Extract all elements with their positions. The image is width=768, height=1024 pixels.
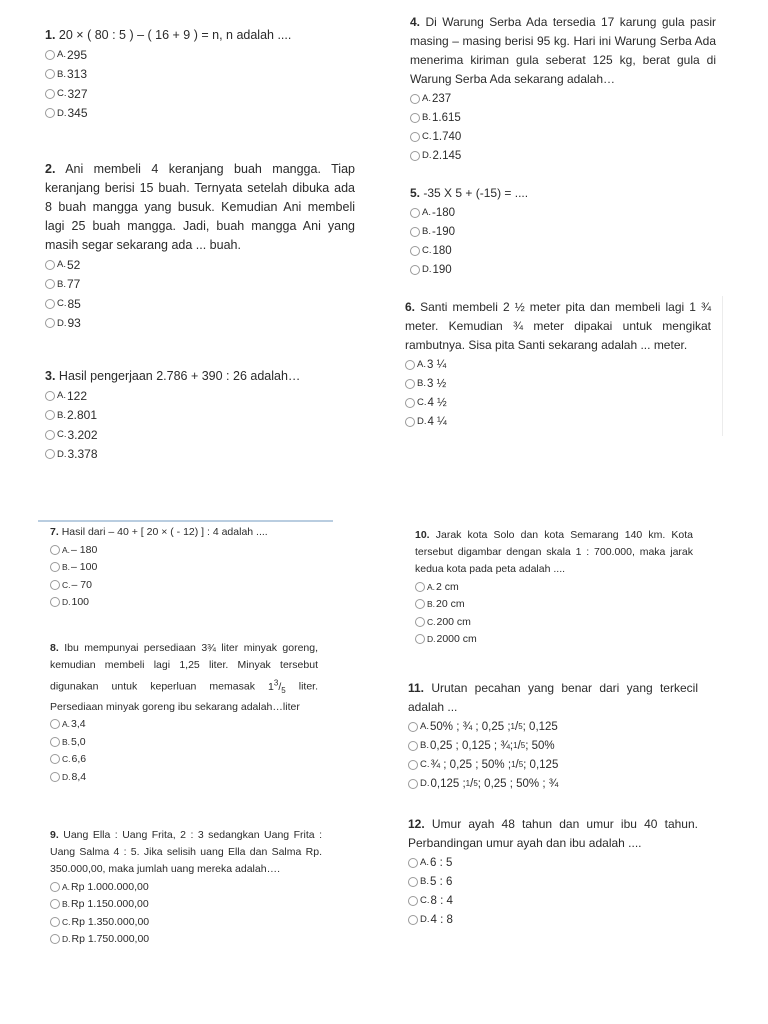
option-text: 3 ½: [426, 377, 447, 390]
option-text: 2 cm: [436, 580, 459, 593]
option-letter: B.: [422, 112, 431, 123]
option-text: 2.145: [432, 149, 462, 162]
question-1-options: [45, 45, 345, 123]
q8-option-d[interactable]: [50, 768, 318, 786]
option-letter: B.: [57, 68, 66, 80]
fraction-numerator: 1: [510, 722, 515, 731]
q10-option-b[interactable]: [415, 596, 693, 614]
fraction-slash: /: [470, 777, 474, 790]
option-letter: A.: [62, 544, 71, 555]
option-text: 1.740: [432, 130, 462, 143]
radio-button-icon[interactable]: [45, 69, 55, 79]
option-text: 4 ¼: [427, 415, 447, 428]
option-letter: D.: [62, 597, 71, 608]
option-text: -190: [431, 225, 456, 238]
radio-button-icon[interactable]: [410, 227, 420, 237]
q5-option-c[interactable]: [410, 241, 710, 260]
question-9-stem: 9. Uang Ella : Uang Frita, 2 : 3 sedangkan Uang Frita : Uang Salma 4 : 5. Jika selisih uang Ella dan Salma Rp. 350.000,00, maka jumlah uang mereka adalah….: [50, 829, 322, 875]
radio-button-icon[interactable]: [408, 915, 418, 925]
option-letter: D.: [422, 150, 432, 161]
radio-button-icon[interactable]: [50, 882, 60, 892]
option-text-tail: ; 50%: [525, 739, 555, 752]
q9-option-a[interactable]: [50, 878, 322, 896]
question-6-stem: 6. Santi membeli 2 ½ meter pita dan membeli lagi 1 ¾ meter. Kemudian ¾ meter dipakai untuk mengikat rambutnya. Sisa pita Santi sekarang adalah ... meter.: [405, 300, 711, 352]
radio-button-icon[interactable]: [410, 246, 420, 256]
q7-option-b[interactable]: [50, 559, 340, 577]
mixed-fraction: $1^3/_5$: [268, 678, 286, 695]
option-text-tail: ; 0,125: [523, 758, 559, 771]
radio-button-icon[interactable]: [50, 899, 60, 909]
q12-option-d[interactable]: [408, 910, 698, 929]
option-letter: D.: [420, 778, 430, 789]
option-text: 77: [66, 277, 81, 292]
option-letter: B.: [57, 409, 66, 421]
option-letter: B.: [420, 740, 429, 751]
q10-option-a[interactable]: [415, 578, 693, 596]
option-letter: D.: [417, 416, 427, 427]
radio-button-icon[interactable]: [45, 449, 55, 459]
option-letter: C.: [62, 579, 71, 590]
option-letter: B.: [427, 599, 436, 610]
question-2: [45, 160, 355, 333]
radio-button-icon[interactable]: [50, 737, 60, 747]
question-1: [45, 26, 345, 123]
option-text: 20 cm: [436, 598, 465, 611]
option-letter: C.: [57, 429, 67, 441]
option-letter: D.: [62, 934, 71, 945]
option-letter: A.: [422, 93, 431, 104]
question-4: [410, 13, 716, 165]
option-letter: B.: [417, 378, 426, 389]
radio-button-icon[interactable]: [415, 634, 425, 644]
option-letter: C.: [62, 754, 71, 765]
option-text: Rp 1.750.000,00: [71, 933, 150, 946]
question-6-options: [405, 355, 711, 431]
option-letter: C.: [417, 397, 427, 408]
option-text: 5 : 6: [429, 875, 453, 888]
question-11-options: [408, 717, 698, 793]
radio-button-icon[interactable]: [405, 398, 415, 408]
q3-option-a[interactable]: [45, 386, 355, 406]
fraction-numerator: 1: [513, 741, 518, 750]
radio-button-icon[interactable]: [50, 545, 60, 555]
option-text: 52: [66, 257, 81, 272]
q8-option-b[interactable]: [50, 733, 318, 751]
radio-button-icon[interactable]: [50, 754, 60, 764]
option-text: – 70: [71, 578, 92, 591]
option-text: 50% ; ¾ ; 0,25 ;: [429, 720, 511, 733]
question-10: [415, 527, 693, 648]
option-letter: D.: [57, 448, 67, 460]
q6-option-c[interactable]: [405, 393, 711, 412]
option-letter: B.: [62, 736, 71, 747]
radio-button-icon[interactable]: [45, 430, 55, 440]
question-12: [408, 815, 698, 929]
radio-button-icon[interactable]: [410, 208, 420, 218]
option-letter: B.: [422, 226, 431, 237]
radio-button-icon[interactable]: [50, 917, 60, 927]
q8-option-a[interactable]: [50, 716, 318, 734]
q11-option-a[interactable]: [408, 717, 698, 736]
question-9: [50, 827, 322, 948]
q2-option-c[interactable]: [45, 294, 355, 314]
option-letter: D.: [420, 914, 430, 925]
fraction-slash: /: [517, 739, 521, 752]
fraction-denominator: 5: [520, 741, 526, 750]
option-text-tail: ; 0,125: [522, 720, 558, 733]
radio-button-icon[interactable]: [405, 360, 415, 370]
fraction-denominator: 5: [518, 722, 523, 731]
radio-button-icon[interactable]: [50, 597, 60, 607]
question-2-stem: 2. Ani membeli 4 keranjang buah mangga. Tiap keranjang berisi 15 buah. Ternyata setelah dibuka ada 8 buah mangga yang busuk. Kemudian Ani membeli lagi 25 buah mangga. Jadi, buah mangga Ani yang masih segar sekarang ada ... buah.: [45, 162, 355, 252]
option-letter: B.: [62, 562, 71, 573]
option-text: 1.615: [431, 111, 461, 124]
question-6: [405, 298, 711, 431]
option-text: 6,6: [71, 753, 87, 766]
option-letter: A.: [62, 881, 71, 892]
radio-button-icon[interactable]: [415, 599, 425, 609]
option-text: 200 cm: [436, 615, 471, 628]
option-text: 3,4: [71, 718, 86, 731]
option-text: 4 ½: [427, 396, 447, 409]
option-letter: D.: [427, 634, 436, 645]
q7-option-c[interactable]: [50, 576, 340, 594]
option-text: 3.378: [67, 447, 98, 462]
fraction-numerator: 1: [511, 760, 516, 769]
option-letter: D.: [57, 107, 67, 119]
option-text: 8,4: [71, 770, 87, 783]
radio-button-icon[interactable]: [410, 113, 420, 123]
question-5-options: [410, 203, 710, 279]
option-letter: D.: [57, 317, 67, 329]
q7-option-d[interactable]: [50, 594, 340, 612]
radio-button-icon[interactable]: [408, 741, 418, 751]
q3-option-b[interactable]: [45, 406, 355, 426]
q12-option-b[interactable]: [408, 872, 698, 891]
q12-option-c[interactable]: [408, 891, 698, 910]
option-text: Rp 1.000.000,00: [71, 880, 149, 893]
q3-option-c[interactable]: [45, 425, 355, 445]
option-text: 190: [432, 263, 452, 276]
radio-button-icon[interactable]: [50, 719, 60, 729]
option-text: 93: [67, 316, 81, 331]
option-letter: A.: [427, 581, 436, 592]
radio-button-icon[interactable]: [405, 417, 415, 427]
option-letter: C.: [420, 895, 430, 906]
question-8-options: [50, 716, 318, 786]
question-7: [50, 524, 340, 611]
option-letter: A.: [420, 857, 429, 868]
q9-option-b[interactable]: [50, 896, 322, 914]
radio-button-icon[interactable]: [45, 260, 55, 270]
fraction-slash: /: [515, 758, 519, 771]
question-11-stem: 11. Urutan pecahan yang benar dari yang terkecil adalah ...: [408, 681, 698, 714]
q1-option-b[interactable]: [45, 65, 345, 85]
question-1-stem: 1. 20 × ( 80 : 5 ) – ( 16 + 9 ) = n, n adalah ....: [45, 28, 292, 42]
q10-option-c[interactable]: [415, 613, 693, 631]
option-text: – 180: [71, 543, 98, 556]
option-text: 6 : 5: [429, 856, 453, 869]
question-7-stem: 7. Hasil dari – 40 + [ 20 × ( - 12) ] : 4 adalah ....: [50, 526, 268, 538]
q5-option-a[interactable]: [410, 203, 710, 222]
q4-option-d[interactable]: [410, 146, 716, 165]
option-letter: A.: [57, 49, 66, 61]
option-letter: A.: [420, 721, 429, 732]
radio-button-icon[interactable]: [405, 379, 415, 389]
radio-button-icon[interactable]: [408, 722, 418, 732]
radio-button-icon[interactable]: [45, 89, 55, 99]
q12-option-a[interactable]: [408, 853, 698, 872]
radio-button-icon[interactable]: [50, 934, 60, 944]
question-2-options: [45, 255, 355, 333]
radio-button-icon[interactable]: [50, 562, 60, 572]
radio-button-icon[interactable]: [408, 896, 418, 906]
option-text: 3.202: [67, 427, 98, 442]
option-text: 2000 cm: [436, 633, 477, 646]
option-letter: D.: [422, 264, 432, 275]
option-text: 0,125 ;: [430, 777, 466, 790]
radio-button-icon[interactable]: [410, 94, 420, 104]
radio-button-icon[interactable]: [45, 391, 55, 401]
q5-option-d[interactable]: [410, 260, 710, 279]
q10-option-d[interactable]: [415, 631, 693, 649]
option-text-tail: ; 0,25 ; 50% ; ¾: [477, 777, 559, 790]
fraction-slash: /: [515, 720, 519, 733]
q6-option-b[interactable]: [405, 374, 711, 393]
q3-option-d[interactable]: [45, 445, 355, 465]
radio-button-icon[interactable]: [408, 779, 418, 789]
question-3-stem: 3. Hasil pengerjaan 2.786 + 390 : 26 adalah…: [45, 369, 301, 383]
option-letter: A.: [57, 259, 66, 271]
radio-button-icon[interactable]: [410, 132, 420, 142]
option-letter: C.: [57, 88, 67, 100]
radio-button-icon[interactable]: [408, 877, 418, 887]
question-4-options: [410, 89, 716, 165]
q4-option-b[interactable]: [410, 108, 716, 127]
option-text: 4 : 8: [430, 913, 453, 926]
option-text: 85: [67, 296, 81, 311]
option-text: 180: [432, 244, 452, 257]
option-letter: C.: [422, 131, 432, 142]
option-letter: C.: [427, 616, 436, 627]
option-text: – 100: [71, 561, 98, 574]
q11-option-b[interactable]: [408, 736, 698, 755]
question-10-options: [415, 578, 693, 648]
column-divider: [722, 296, 723, 436]
radio-button-icon[interactable]: [50, 772, 60, 782]
question-11: [408, 679, 698, 793]
question-3: [45, 367, 355, 464]
option-text: -180: [431, 206, 456, 219]
option-text: 237: [431, 92, 452, 105]
option-text: Rp 1.150.000,00: [71, 898, 149, 911]
q11-option-d[interactable]: [408, 774, 698, 793]
option-text: 5,0: [71, 735, 86, 748]
q2-option-a[interactable]: [45, 255, 355, 275]
radio-button-icon[interactable]: [408, 858, 418, 868]
radio-button-icon[interactable]: [50, 580, 60, 590]
fraction-numerator: 1: [465, 779, 471, 788]
q6-option-a[interactable]: [405, 355, 711, 374]
q2-option-b[interactable]: [45, 275, 355, 295]
option-text: 0,25 ; 0,125 ; ¾;: [429, 739, 514, 752]
q1-option-c[interactable]: [45, 84, 345, 104]
option-letter: A.: [62, 719, 71, 730]
option-letter: C.: [62, 916, 71, 927]
q8-option-c[interactable]: [50, 751, 318, 769]
option-text: 3 ¼: [426, 358, 447, 371]
radio-button-icon[interactable]: [45, 410, 55, 420]
question-12-stem: 12. Umur ayah 48 tahun dan umur ibu 40 tahun. Perbandingan umur ayah dan ibu adalah ....: [408, 817, 698, 850]
option-text: 8 : 4: [430, 894, 453, 907]
option-text: 327: [67, 86, 88, 101]
q9-option-d[interactable]: [50, 931, 322, 949]
radio-button-icon[interactable]: [408, 760, 418, 770]
option-text: 100: [71, 596, 90, 609]
option-letter: C.: [420, 759, 430, 770]
radio-button-icon[interactable]: [45, 50, 55, 60]
option-letter: B.: [62, 899, 71, 910]
q7-option-a[interactable]: [50, 541, 340, 559]
q11-option-c[interactable]: [408, 755, 698, 774]
radio-button-icon[interactable]: [45, 299, 55, 309]
option-letter: B.: [420, 876, 429, 887]
q6-option-d[interactable]: [405, 412, 711, 431]
question-5: [410, 184, 710, 279]
fraction-denominator: 5: [473, 779, 478, 788]
option-letter: C.: [422, 245, 432, 256]
question-7-options: [50, 541, 340, 611]
section-divider: [38, 520, 333, 522]
option-text: 122: [66, 388, 88, 403]
q2-option-d[interactable]: [45, 314, 355, 334]
question-12-options: [408, 853, 698, 929]
option-letter: D.: [62, 771, 71, 782]
option-text: Rp 1.350.000,00: [71, 915, 150, 928]
radio-button-icon[interactable]: [410, 265, 420, 275]
question-8-stem: 8. Ibu mempunyai persediaan 3¾ liter minyak goreng, kemudian membeli lagi 1,25 liter. Minyak tersebut digunakan untuk keperluan memasak $1^3/_5$ liter. Persediaan minyak goreng ibu sekarang adalah…liter: [50, 642, 319, 713]
fraction-denominator: 5: [518, 760, 524, 769]
radio-button-icon[interactable]: [415, 617, 425, 627]
option-text: 295: [66, 47, 88, 62]
q1-option-d[interactable]: [45, 104, 345, 124]
question-9-options: [50, 878, 322, 948]
q4-option-c[interactable]: [410, 127, 716, 146]
question-8: [50, 640, 318, 786]
option-letter: A.: [422, 207, 431, 218]
radio-button-icon[interactable]: [45, 108, 55, 118]
question-4-stem: 4. Di Warung Serba Ada tersedia 17 karung gula pasir masing – masing berisi 95 kg. Hari ini Warung Serba Ada menerima kiriman gula seberat 125 kg, berat gula di Warung Serba Ada sekarang adalah…: [410, 15, 716, 86]
option-text: 2.801: [66, 408, 98, 423]
option-text: 345: [67, 106, 88, 121]
q4-option-a[interactable]: [410, 89, 716, 108]
option-letter: A.: [417, 359, 426, 370]
q1-option-a[interactable]: [45, 45, 345, 65]
option-letter: B.: [57, 278, 66, 290]
question-5-stem: 5. -35 X 5 + (-15) = ....: [410, 186, 529, 200]
radio-button-icon[interactable]: [415, 582, 425, 592]
option-text: ¾ ; 0,25 ; 50% ;: [430, 758, 512, 771]
question-10-stem: 10. Jarak kota Solo dan kota Semarang 140 km. Kota tersebut digambar dengan skala 1 : 700.000, maka jarak kedua kota pada peta adalah ....: [415, 529, 694, 575]
radio-button-icon[interactable]: [45, 279, 55, 289]
q9-option-c[interactable]: [50, 913, 322, 931]
question-3-options: [45, 386, 355, 464]
radio-button-icon[interactable]: [45, 318, 55, 328]
radio-button-icon[interactable]: [410, 151, 420, 161]
option-letter: C.: [57, 298, 67, 310]
option-letter: A.: [57, 390, 66, 402]
q5-option-b[interactable]: [410, 222, 710, 241]
option-text: 313: [66, 67, 88, 82]
